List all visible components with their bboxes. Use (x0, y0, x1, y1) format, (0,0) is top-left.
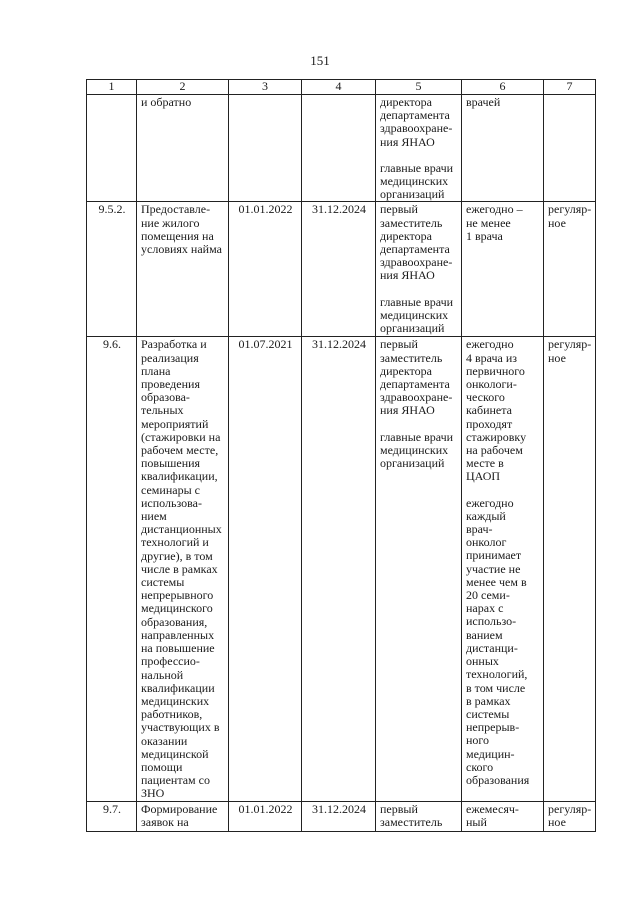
end-date: 31.12.2024 (312, 202, 366, 217)
activity-line: медицинских (141, 693, 210, 708)
activity-line: нальной (141, 667, 184, 682)
frequency-line: ное (548, 814, 566, 829)
responsible-line: организаций (380, 321, 445, 336)
responsible-line: директора (380, 363, 432, 378)
responsible-block (380, 96, 458, 149)
activity-line: тельных (141, 403, 184, 418)
column-header: 4 (302, 80, 376, 95)
result-block (466, 338, 540, 483)
end-date-cell (302, 202, 376, 337)
result-line: менее чем в (466, 574, 527, 589)
activity-line: семинары с (141, 482, 200, 497)
responsible-line: департамента (380, 108, 450, 123)
responsible-line: первый (380, 202, 418, 217)
result-block (466, 96, 540, 109)
item-number: 9.7. (103, 801, 121, 816)
column-header: 3 (229, 80, 302, 95)
page-number: 151 (310, 53, 330, 68)
result-line: системы (466, 706, 510, 721)
result-line: ванием (466, 627, 503, 642)
activity-line: числе в рамках (141, 561, 218, 576)
result-line: кабинета (466, 403, 512, 418)
responsible-cell (376, 337, 462, 801)
result-line: каждый (466, 508, 506, 523)
frequency-line: регуляр- (548, 202, 592, 217)
start-date: 01.01.2022 (238, 202, 293, 217)
activity-line: технологий и (141, 535, 209, 550)
responsible-line: здравоохране- (380, 121, 453, 136)
result-line: ЦАОП (466, 469, 501, 484)
activity-line: мероприятий (141, 416, 209, 431)
activity-line: ние жилого (141, 215, 200, 230)
result-cell (462, 202, 544, 337)
result-line: ского (466, 759, 494, 774)
activity-line: квалификации, (141, 469, 218, 484)
responsible-line: заместитель (380, 215, 443, 230)
result-line: ежегодно (466, 337, 514, 352)
activity-line: дистанционных (141, 522, 222, 537)
activity-line: (стажировки на (141, 429, 221, 444)
responsible-line: ния ЯНАО (380, 403, 435, 418)
result-cell (462, 337, 544, 801)
responsible-line: главные врачи (380, 429, 454, 444)
result-cell (462, 95, 544, 202)
result-line: ческого (466, 390, 505, 405)
result-line: в рамках (466, 693, 511, 708)
responsible-block (380, 296, 458, 336)
activity-line: плана (141, 363, 171, 378)
table-row (87, 337, 596, 801)
frequency-cell (544, 202, 596, 337)
frequency-cell (544, 337, 596, 801)
result-line: использо- (466, 614, 517, 629)
result-line: 20 семи- (466, 588, 510, 603)
item-number: 9.5.2. (98, 202, 126, 217)
activity-line: условиях найма (141, 242, 222, 257)
activity-line: медицинской (141, 746, 209, 761)
end-date: 31.12.2024 (312, 337, 366, 352)
result-line: дистанци- (466, 640, 518, 655)
responsible-line: ния ЯНАО (380, 268, 435, 283)
result-line: принимает (466, 548, 522, 563)
responsible-block (380, 431, 458, 471)
activity-line: квалификации (141, 680, 215, 695)
responsible-block (380, 803, 458, 829)
responsible-line: медицинских (380, 174, 449, 189)
activity-line: повышения (141, 456, 201, 471)
table-row (87, 95, 596, 202)
responsible-line: директора (380, 95, 432, 109)
column-header: 7 (544, 80, 596, 95)
activity-line: нием (141, 509, 167, 524)
activity-line: направленных (141, 627, 215, 642)
activity-line: заявок на (141, 814, 189, 829)
result-line: нарах с (466, 601, 504, 616)
table-row (87, 202, 596, 337)
start-date-cell (229, 801, 302, 831)
activity-line: помощи (141, 759, 183, 774)
activity-line: на повышение (141, 641, 215, 656)
result-line: 4 врача из (466, 350, 518, 365)
start-date-cell (229, 337, 302, 801)
item-number-cell (87, 202, 137, 337)
item-number-cell (87, 337, 137, 801)
frequency-cell (544, 801, 596, 831)
responsible-line: главные врачи (380, 294, 454, 309)
responsible-cell (376, 202, 462, 337)
activity-line: рабочем месте, (141, 443, 219, 458)
responsible-cell (376, 95, 462, 202)
result-line: не менее (466, 215, 511, 230)
plan-table (86, 79, 596, 832)
frequency-cell (544, 95, 596, 202)
result-line: ежегодно (466, 495, 514, 510)
column-header: 2 (137, 80, 229, 95)
activity-line: оказании (141, 733, 188, 748)
responsible-line: организаций (380, 456, 445, 471)
result-line: онных (466, 654, 499, 669)
activity-line: образова- (141, 390, 190, 405)
result-line: ежемесяч- (466, 801, 519, 816)
activity-line: работников, (141, 707, 203, 722)
item-number-cell (87, 801, 137, 831)
activity-line: другие), в том (141, 548, 213, 563)
activity-line: профессио- (141, 654, 200, 669)
activity-line: медицинского (141, 601, 213, 616)
activity-line: образования, (141, 614, 208, 629)
activity-line: реализация (141, 350, 199, 365)
result-line: 1 врача (466, 228, 503, 243)
start-date: 01.07.2021 (238, 337, 293, 352)
result-cell (462, 801, 544, 831)
responsible-line: организаций (380, 187, 445, 202)
activity-line: помещения на (141, 228, 214, 243)
responsible-line: медицинских (380, 442, 449, 457)
activity-line: Предоставле- (141, 202, 211, 217)
result-line: технологий, (466, 667, 528, 682)
result-line: врач- (466, 522, 493, 537)
result-line: онкологи- (466, 377, 517, 392)
result-line: месте в (466, 456, 504, 471)
result-line: онколог (466, 535, 507, 550)
responsible-line: директора (380, 228, 432, 243)
responsible-block (380, 162, 458, 202)
end-date-cell (302, 95, 376, 202)
activity-line: ЗНО (141, 786, 165, 801)
column-header-row (87, 80, 596, 95)
result-line: на рабочем (466, 443, 523, 458)
result-block (466, 497, 540, 787)
frequency-line: регуляр- (548, 801, 592, 816)
responsible-block (380, 338, 458, 417)
result-line: медицин- (466, 746, 515, 761)
table-row (87, 801, 596, 831)
activity-line: участвующих в (141, 720, 220, 735)
responsible-cell (376, 801, 462, 831)
responsible-line: ния ЯНАО (380, 134, 435, 149)
start-date-cell (229, 95, 302, 202)
result-line: образования (466, 772, 530, 787)
responsible-line: главные врачи (380, 160, 454, 175)
activity-cell (137, 801, 229, 831)
responsible-line: департамента (380, 377, 450, 392)
activity-line: системы (141, 575, 185, 590)
responsible-block (380, 203, 458, 282)
start-date-cell (229, 202, 302, 337)
item-number-cell (87, 95, 137, 202)
column-header: 1 (87, 80, 137, 95)
result-line: первичного (466, 363, 525, 378)
result-line: проходят (466, 416, 513, 431)
result-line: в том числе (466, 680, 526, 695)
result-block (466, 803, 540, 829)
responsible-line: первый (380, 801, 418, 816)
end-date-cell (302, 337, 376, 801)
activity-line: Разработка и (141, 337, 207, 352)
column-header: 6 (462, 80, 544, 95)
responsible-line: медицинских (380, 307, 449, 322)
activity-line: непрерывного (141, 588, 214, 603)
result-line: ежегодно – (466, 202, 523, 217)
result-line: непрерыв- (466, 720, 520, 735)
activity-line: Формирование (141, 801, 218, 816)
responsible-line: заместитель (380, 814, 443, 829)
result-line: стажировку (466, 429, 527, 444)
column-header: 5 (376, 80, 462, 95)
activity-line: использова- (141, 495, 202, 510)
result-block (466, 203, 540, 243)
result-line: ного (466, 733, 490, 748)
activity-cell (137, 95, 229, 202)
responsible-line: заместитель (380, 350, 443, 365)
activity-line: проведения (141, 377, 200, 392)
end-date-cell (302, 801, 376, 831)
responsible-line: здравоохране- (380, 390, 453, 405)
responsible-line: первый (380, 337, 418, 352)
result-line: врачей (466, 95, 501, 109)
result-line: участие не (466, 561, 521, 576)
activity-cell (137, 202, 229, 337)
frequency-line: ное (548, 215, 566, 230)
start-date: 01.01.2022 (238, 801, 293, 816)
frequency-line: ное (548, 350, 566, 365)
item-number: 9.6. (103, 337, 121, 352)
result-line: ный (466, 814, 487, 829)
responsible-line: здравоохране- (380, 255, 453, 270)
responsible-line: департамента (380, 242, 450, 257)
end-date: 31.12.2024 (312, 801, 366, 816)
activity-cell (137, 337, 229, 801)
activity-line: и обратно (141, 95, 192, 109)
activity-line: пациентам со (141, 773, 210, 788)
frequency-line: регуляр- (548, 337, 592, 352)
